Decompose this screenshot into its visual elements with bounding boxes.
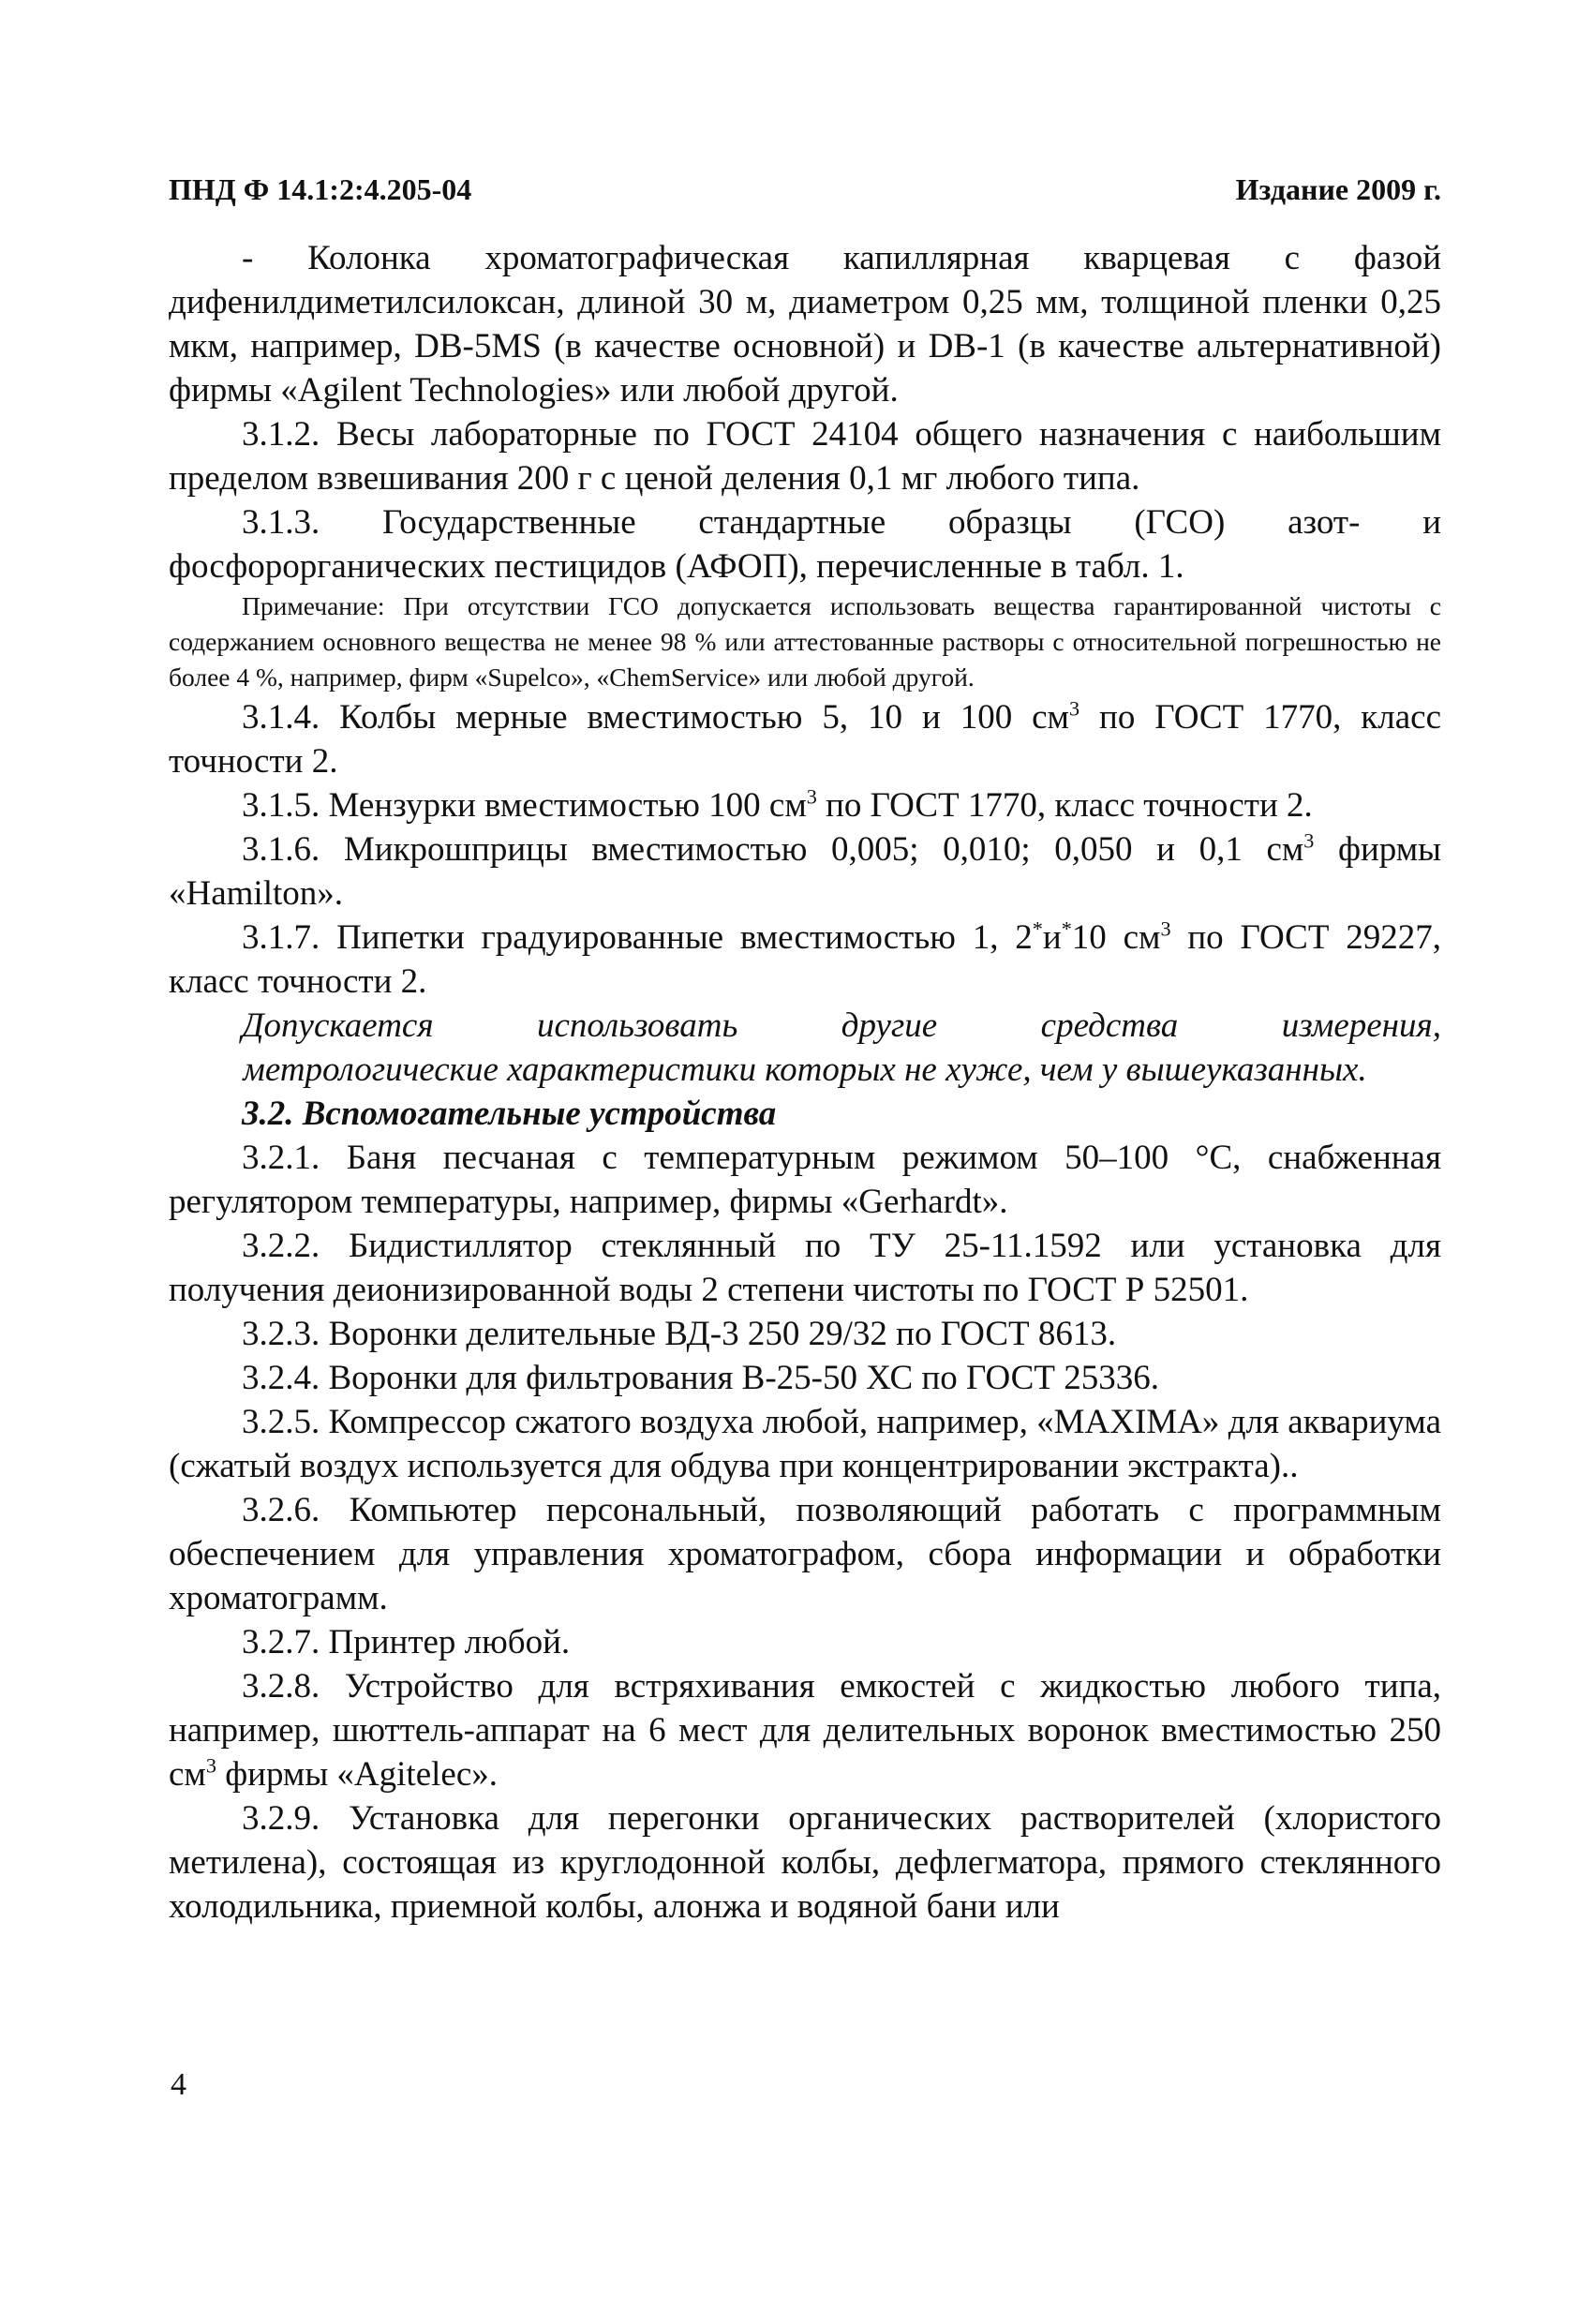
paragraph-3-2-5: 3.2.5. Компрессор сжатого воздуха любой, например, «MAXIMA» для аквариума (сжатый воздух используется для обдува при концентрировании экстракта).. — [169, 1403, 1441, 1485]
page-header — [169, 172, 1441, 219]
paragraph-3-2-2: 3.2.2. Бидистиллятор стеклянный по ТУ 25-11.1592 или установка для получения деионизированной воды 2 степени чистоты по ГОСТ Р 52501. — [169, 1227, 1441, 1309]
paragraph-3-1-4-text-end: по ГОСТ 1770, класс точности 2. — [169, 698, 1442, 781]
superscript-3: 3 — [1068, 696, 1080, 721]
note-paragraph: Примечание: При отсутствии ГСО допускается использовать вещества гарантированной чистоты с содержанием основного вещества не менее 98 % или аттестованные растворы с относительной погрешностью не более 4 %, например, фирм «Supelco», «ChemService» или любой другой. — [169, 591, 1441, 692]
paragraph-3-1-6-text: 3.1.6. Микрошприцы вместимостью 0,005; 0,010; 0,050 и 0,1 см — [242, 830, 1304, 869]
italic-note-line-1: Допускается использовать другие средства измерения, — [242, 1006, 1441, 1045]
paragraph-3-1-2: 3.1.2. Весы лабораторные по ГОСТ 24104 общего назначения с наибольшим пределом взвешивания 200 г с ценой деления 0,1 мг любого типа. — [169, 415, 1441, 498]
superscript-3: 3 — [205, 1753, 216, 1778]
paragraph-3-2-8 — [169, 1664, 1441, 1796]
superscript-3: 3 — [806, 784, 817, 809]
paragraph-3-1-3: 3.1.3. Государственные стандартные образцы (ГСО) азот- и фосфорорганических пестицидов (АФОП), перечисленные в табл. 1. — [169, 503, 1441, 586]
paragraph-column: - Колонка хроматографическая капиллярная кварцевая с фазой дифенилдиметилсилоксан, длиной 30 м, диаметром 0,25 мм, толщиной пленки 0,25 мкм, например, DB-5MS (в качестве основной) и DB-1 (в качестве альтернативной) фирмы «Agilent Technologies» или любой другой. — [169, 239, 1441, 410]
italic-note-line-2: метрологические характеристики которых не хуже, чем у вышеуказанных. — [243, 1050, 1367, 1089]
asterisk-mark: * — [1032, 916, 1043, 941]
paragraph-3-1-5 — [169, 783, 1441, 827]
paragraph-3-1-7-text-mid: 10 см — [1071, 918, 1161, 957]
paragraph-3-1-7-text-end: по ГОСТ 29227, класс точности 2. — [169, 918, 1441, 1001]
paragraph-3-2-4: 3.2.4. Воронки для фильтрования В-25-50 ХС по ГОСТ 25336. — [242, 1359, 1159, 1397]
paragraph-3-2-1: 3.2.1. Баня песчаная с температурным режимом 50–100 °С, снабженная регулятором температуры, например, фирмы «Gerhardt». — [169, 1139, 1441, 1221]
superscript-3: 3 — [1303, 828, 1315, 853]
paragraph-3-1-6 — [169, 827, 1441, 916]
document-code: ПНД Ф 14.1:2:4.205-04 — [169, 172, 472, 206]
paragraph-3-1-7 — [169, 916, 1441, 1004]
paragraph-3-2-6: 3.2.6. Компьютер персональный, позволяющий работать с программным обеспечением для управления хроматографом, сбора информации и обработки хроматограмм. — [169, 1491, 1441, 1617]
paragraph-3-1-4 — [169, 695, 1441, 783]
paragraph-3-1-6-text-end: фирмы «Hamilton». — [169, 830, 1441, 913]
edition-label: Издание 2009 г. — [1235, 172, 1441, 206]
paragraph-3-2-7: 3.2.7. Принтер любой. — [242, 1623, 571, 1661]
paragraph-3-1-5-text: 3.1.5. Мензурки вместимостью 100 см — [242, 786, 807, 825]
section-heading-3-2: 3.2. Вспомогательные устройства — [242, 1095, 777, 1133]
asterisk-mark: * — [1061, 916, 1072, 941]
paragraph-3-2-9: 3.2.9. Установка для перегонки органических растворителей (хлористого метилена), состоящая из круглодонной колбы, дефлегматора, прямого стеклянного холодильника, приемной колбы, алонжа и водяной бани или — [169, 1799, 1441, 1926]
paragraph-3-2-3: 3.2.3. Воронки делительные ВД-3 250 29/32 по ГОСТ 8613. — [242, 1315, 1117, 1353]
paragraph-3-2-8-text: 3.2.8. Устройство для встряхивания емкостей с жидкостью любого типа, например, шюттель-аппарат на 6 мест для делительных воронок вместимостью 250 см — [169, 1667, 1441, 1794]
page-number: 4 — [171, 2067, 186, 2102]
superscript-3: 3 — [1160, 916, 1171, 941]
paragraph-3-1-5-text-end: по ГОСТ 1770, класс точности 2. — [816, 786, 1313, 825]
conjunction: и — [1042, 918, 1062, 957]
paragraph-3-1-4-text: 3.1.4. Колбы мерные вместимостью 5, 10 и 100 см — [242, 698, 1069, 737]
paragraph-3-1-7-text: 3.1.7. Пипетки градуированные вместимостью 1, 2 — [242, 918, 1033, 957]
document-body — [169, 236, 1441, 1929]
paragraph-3-2-8-text-end: фирмы «Agitelec». — [216, 1755, 499, 1794]
